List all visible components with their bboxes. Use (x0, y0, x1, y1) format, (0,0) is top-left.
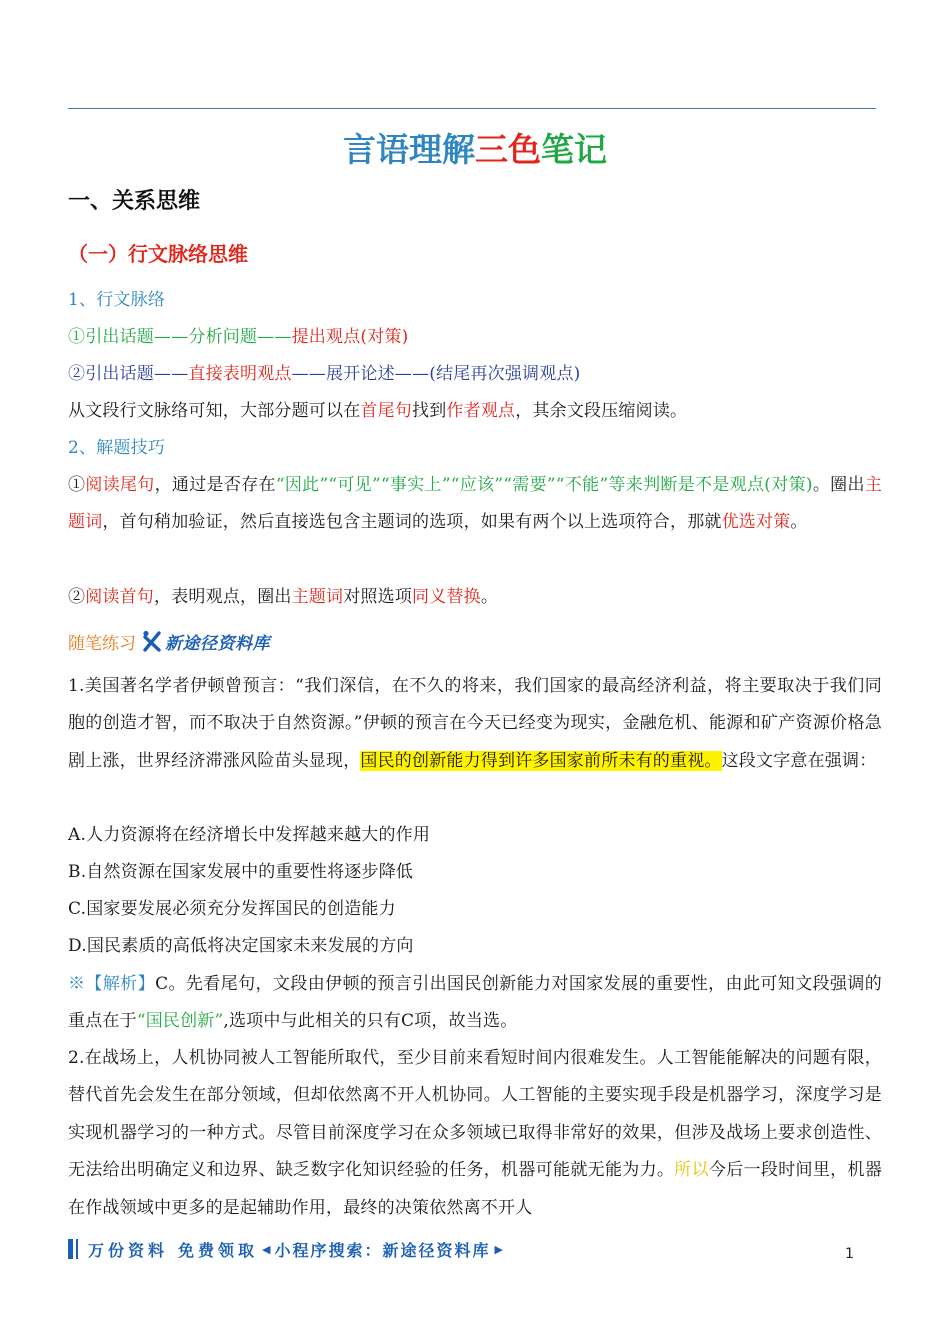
summary-text-c: 找到 (412, 401, 447, 421)
q2-stem-tail: 今后一段时间里，机器在作战领域中更多的是起辅助作用，最终的决策依然离不开人 (68, 1160, 883, 1218)
q1-stem-question: 这段文字意在强调： (721, 750, 877, 771)
tip2-key-2: 主题词 (291, 587, 344, 607)
brand-logo (142, 629, 270, 654)
q2-key: 所以 (674, 1160, 709, 1181)
subsection-heading: （一）行文脉络思维 (68, 242, 248, 266)
tip-paragraph-2 (68, 579, 882, 616)
analysis-text-b: ,选项中与此相关的只有C项，故当选。 (223, 1011, 518, 1032)
tip2-text-c: ，表明观点，圈出 (154, 587, 292, 607)
pattern2-key: 直接表明观点 (188, 364, 292, 384)
tip1-marker: ① (68, 475, 86, 495)
summary-line (68, 393, 882, 430)
sub-heading-tips: 2、解题技巧 (68, 438, 166, 458)
right-triangle-icon: ▶ (494, 1242, 503, 1256)
double-bar-icon (68, 1239, 73, 1259)
tip2-key-1: 阅读首句 (85, 587, 155, 607)
tip2-text-e: 对照选项 (343, 587, 413, 607)
q1-option-c: C.国家要发展必须充分发挥国民的创造能力 (68, 899, 396, 919)
tip1-text-e: 。圈出 (812, 475, 865, 495)
tip1-key-1: 阅读尾句 (85, 475, 155, 495)
analysis-key: “国民创新” (136, 1011, 224, 1032)
logo-text: 新途径资料库 (165, 633, 270, 654)
tip1-key-3: 优选对策 (721, 512, 791, 533)
pattern-line-2 (68, 356, 882, 393)
summary-text-e: ，其余文段压缩阅读。 (515, 401, 688, 421)
practice-header (68, 624, 270, 658)
analysis-text-a: C。先看尾句，文段由伊顿的预言引出国民创新能力对国家发展的重要性，由此可知文段强调的重点在于 (68, 974, 883, 1032)
page-number: 1 (845, 1246, 854, 1262)
pattern2-text-c: ——展开论述——(结尾再次强调观点) (291, 364, 581, 384)
tip1-text-g: ，首句稍加验证，然后直接选包含主题词的选项，如果有两个以上选项符合，那就 (102, 512, 722, 533)
q1-option-b: B.自然资源在国家发展中的重要性将逐步降低 (68, 862, 414, 882)
tip2-text-g: 。 (480, 587, 499, 607)
title-part-2: 三色 (475, 130, 541, 169)
sub-heading-structure: 1、行文脉络 (68, 290, 166, 310)
x-figure-icon (142, 630, 162, 652)
tip2-marker: ② (68, 587, 86, 607)
tip1-keywords: “因此”“可见”“事实上”“应该”“需要”“不能”等来判断是不是观点(对策) (275, 475, 813, 495)
analysis-label: 【解析】 (85, 974, 156, 994)
left-triangle-icon: ◀ (262, 1242, 271, 1256)
pattern1-text: ①引出话题——分析问题—— (68, 327, 292, 347)
footer-banner (68, 1232, 507, 1266)
practice-label: 随笔练习 (68, 633, 136, 654)
summary-key-1: 首尾句 (360, 401, 413, 421)
document-title (0, 130, 950, 170)
summary-text-a: 从文段行文脉络可知，大部分题可以在 (68, 401, 361, 421)
q2-stem-text: 2.在战场上，人机协同被人工智能所取代，至少目前来看短时间内很难发生。人工智能能解决的问题有限，替代首先会发生在部分领域，但却依然离不开人机协同。人工智能的主要实现手段是机器学习，深度学习是实现机器学习的一种方式。尽管目前深度学习在众多领域已取得非常好的效果，但涉及战场上要求创造性、无法给出明确定义和边界、缺乏数字化知识经验的任务，机器可能就无能为力。 (68, 1048, 882, 1181)
tip1-text-i: 。 (790, 512, 808, 533)
tip1-key-2: 主题词 (68, 475, 883, 533)
q1-stem-text: 1.美国著名学者伊顿曾预言：“我们深信，在不久的将来，我们国家的最高经济利益，将主要取决于我们同胞的创造才智，而不取决于自然资源。”伊顿的预言在今天已经变为现实，金融危机、能源和矿产资源价格急剧上涨，世界经济滞涨风险苗头显现， (68, 676, 882, 771)
pattern1-key: 提出观点(对策) (291, 327, 409, 347)
title-part-3: 笔记 (541, 130, 607, 169)
q1-option-a: A.人力资源将在经济增长中发挥越来越大的作用 (68, 825, 431, 845)
double-bar-icon-thin (76, 1239, 78, 1259)
footer-text-a: 万份资料 (88, 1240, 169, 1260)
question-1-stem (68, 668, 882, 780)
pattern-line-1 (68, 319, 882, 356)
tip-paragraph-1 (68, 467, 882, 542)
footer-text-b: 免费领取 (178, 1240, 259, 1260)
header-rule (68, 108, 876, 109)
question-2-stem (68, 1040, 882, 1227)
analysis-mark: ※ (68, 974, 86, 994)
section-heading: 一、关系思维 (68, 189, 201, 214)
title-part-1: 言语理解 (343, 130, 475, 169)
q1-option-d: D.国民素质的高低将决定国家未来发展的方向 (68, 936, 414, 956)
summary-key-2: 作者观点 (446, 401, 516, 421)
pattern2-text-a: ②引出话题—— (68, 364, 189, 384)
tip2-key-3: 同义替换 (412, 587, 481, 607)
q1-analysis (68, 966, 882, 1041)
tip1-text-c: ，通过是否存在 (154, 475, 276, 495)
footer-text-c: 小程序搜索：新途径资料库 (274, 1240, 491, 1260)
q1-highlight: 国民的创新能力得到许多国家前所未有的重视。 (360, 750, 722, 771)
